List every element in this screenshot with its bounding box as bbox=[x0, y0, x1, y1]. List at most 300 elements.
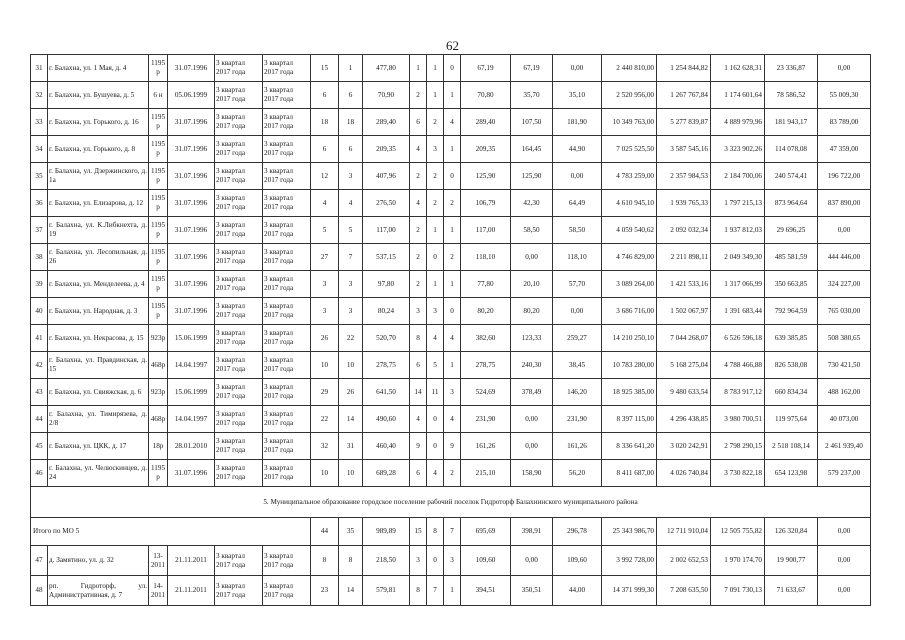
document-date-cell: 05.06.1999 bbox=[168, 82, 215, 109]
value-cell: 209,35 bbox=[363, 136, 410, 163]
value-cell: 639 385,85 bbox=[765, 325, 818, 352]
value-cell: 0 bbox=[427, 244, 444, 271]
value-cell: 12 bbox=[311, 163, 339, 190]
value-cell: 1 421 533,16 bbox=[657, 271, 711, 298]
value-cell: 508 380,65 bbox=[818, 325, 871, 352]
value-cell: 57,70 bbox=[553, 271, 602, 298]
value-cell: 117,00 bbox=[461, 217, 511, 244]
value-cell: 4 059 540,62 bbox=[602, 217, 657, 244]
value-cell: 3 bbox=[444, 379, 461, 406]
document-number-cell: 1195 р bbox=[149, 163, 168, 190]
table-row bbox=[31, 379, 871, 406]
total-cell: 695,69 bbox=[461, 518, 511, 546]
value-cell: 97,80 bbox=[363, 271, 410, 298]
value-cell: 4 788 466,88 bbox=[711, 352, 765, 379]
value-cell: 3 323 902,26 bbox=[711, 136, 765, 163]
value-cell: 2 bbox=[427, 163, 444, 190]
value-cell: 0,00 bbox=[818, 55, 871, 82]
planned-quarter-cell: 3 квартал 2017 года bbox=[263, 546, 311, 576]
planned-quarter-cell: 3 квартал 2017 года bbox=[215, 379, 263, 406]
value-cell: 289,40 bbox=[461, 109, 511, 136]
value-cell: 2 518 108,14 bbox=[765, 433, 818, 460]
value-cell: 276,50 bbox=[363, 190, 410, 217]
value-cell: 3 089 264,00 bbox=[602, 271, 657, 298]
value-cell: 118,10 bbox=[461, 244, 511, 271]
planned-quarter-cell: 3 квартал 2017 года bbox=[263, 576, 311, 606]
planned-quarter-cell: 3 квартал 2017 года bbox=[263, 379, 311, 406]
value-cell: 3 bbox=[410, 298, 427, 325]
planned-quarter-cell: 3 квартал 2017 года bbox=[215, 576, 263, 606]
row-number: 45 bbox=[31, 433, 48, 460]
value-cell: 2 461 939,40 bbox=[818, 433, 871, 460]
value-cell: 3 020 242,91 bbox=[657, 433, 711, 460]
value-cell: 83 789,00 bbox=[818, 109, 871, 136]
value-cell: 1 254 844,82 bbox=[657, 55, 711, 82]
value-cell: 240 574,41 bbox=[765, 163, 818, 190]
value-cell: 4 bbox=[427, 325, 444, 352]
value-cell: 1 391 683,44 bbox=[711, 298, 765, 325]
value-cell: 9 bbox=[444, 433, 461, 460]
planned-quarter-cell: 3 квартал 2017 года bbox=[263, 190, 311, 217]
value-cell: 0,00 bbox=[818, 576, 871, 606]
row-number: 47 bbox=[31, 546, 48, 576]
value-cell: 67,19 bbox=[511, 55, 553, 82]
address-cell: г. Балахна, ул. Елизарова, д. 12 bbox=[48, 190, 149, 217]
address-cell: г. Балахна, ул. Бушуева, д. 5 bbox=[48, 82, 149, 109]
table-row bbox=[31, 406, 871, 433]
value-cell: 1 bbox=[427, 55, 444, 82]
total-cell: 7 bbox=[444, 518, 461, 546]
value-cell: 0 bbox=[427, 433, 444, 460]
total-cell: 296,78 bbox=[553, 518, 602, 546]
value-cell: 378,49 bbox=[511, 379, 553, 406]
value-cell: 654 123,98 bbox=[765, 460, 818, 487]
value-cell: 215,10 bbox=[461, 460, 511, 487]
value-cell: 2 357 984,53 bbox=[657, 163, 711, 190]
value-cell: 3 730 822,18 bbox=[711, 460, 765, 487]
planned-quarter-cell: 3 квартал 2017 года bbox=[215, 406, 263, 433]
value-cell: 70,90 bbox=[363, 82, 410, 109]
address-cell: г. Балахна, ул. Челюскинцев, д. 24 bbox=[48, 460, 149, 487]
planned-quarter-cell: 3 квартал 2017 года bbox=[215, 190, 263, 217]
document-date-cell: 31.07.1996 bbox=[168, 217, 215, 244]
value-cell: 3 bbox=[339, 271, 363, 298]
document-date-cell: 31.07.1996 bbox=[168, 163, 215, 190]
document-number-cell: 1195 р bbox=[149, 190, 168, 217]
document-date-cell: 15.06.1999 bbox=[168, 379, 215, 406]
value-cell: 1 bbox=[427, 271, 444, 298]
value-cell: 209,35 bbox=[461, 136, 511, 163]
table-row bbox=[31, 244, 871, 271]
value-cell: 394,51 bbox=[461, 576, 511, 606]
document-date-cell: 14.04.1997 bbox=[168, 406, 215, 433]
address-cell: г. Балахна, ул. К.Либкнехта, д. 19 bbox=[48, 217, 149, 244]
value-cell: 218,50 bbox=[363, 546, 410, 576]
value-cell: 18 bbox=[311, 109, 339, 136]
value-cell: 1 162 628,31 bbox=[711, 55, 765, 82]
document-date-cell: 31.07.1996 bbox=[168, 271, 215, 298]
value-cell: 32 bbox=[311, 433, 339, 460]
value-cell: 488 162,00 bbox=[818, 379, 871, 406]
row-number: 46 bbox=[31, 460, 48, 487]
row-number: 41 bbox=[31, 325, 48, 352]
value-cell: 4 783 259,00 bbox=[602, 163, 657, 190]
value-cell: 2 092 032,34 bbox=[657, 217, 711, 244]
value-cell: 1 bbox=[410, 55, 427, 82]
value-cell: 71 633,67 bbox=[765, 576, 818, 606]
table-row bbox=[31, 325, 871, 352]
value-cell: 641,50 bbox=[363, 379, 410, 406]
document-number-cell: 1195 р bbox=[149, 244, 168, 271]
value-cell: 6 bbox=[339, 82, 363, 109]
address-cell: г. Балахна, ул. Дзержинского, д. 1а bbox=[48, 163, 149, 190]
value-cell: 2 798 290,15 bbox=[711, 433, 765, 460]
value-cell: 8 bbox=[311, 546, 339, 576]
value-cell: 146,20 bbox=[553, 379, 602, 406]
value-cell: 1 317 066,99 bbox=[711, 271, 765, 298]
document-number-cell: 1195 р bbox=[149, 55, 168, 82]
value-cell: 6 bbox=[339, 136, 363, 163]
value-cell: 485 581,59 bbox=[765, 244, 818, 271]
planned-quarter-cell: 3 квартал 2017 года bbox=[263, 82, 311, 109]
value-cell: 26 bbox=[311, 325, 339, 352]
value-cell: 118,10 bbox=[553, 244, 602, 271]
value-cell: 4 610 945,10 bbox=[602, 190, 657, 217]
value-cell: 2 bbox=[410, 244, 427, 271]
value-cell: 7 025 525,50 bbox=[602, 136, 657, 163]
value-cell: 444 446,00 bbox=[818, 244, 871, 271]
planned-quarter-cell: 3 квартал 2017 года bbox=[263, 298, 311, 325]
value-cell: 117,00 bbox=[363, 217, 410, 244]
planned-quarter-cell: 3 квартал 2017 года bbox=[263, 325, 311, 352]
table-row bbox=[31, 55, 871, 82]
total-cell: 12 711 910,04 bbox=[657, 518, 711, 546]
planned-quarter-cell: 3 квартал 2017 года bbox=[263, 109, 311, 136]
planned-quarter-cell: 3 квартал 2017 года bbox=[263, 136, 311, 163]
value-cell: 181,90 bbox=[553, 109, 602, 136]
value-cell: 2 002 652,53 bbox=[657, 546, 711, 576]
housing-program-table bbox=[30, 54, 871, 606]
value-cell: 2 440 810,00 bbox=[602, 55, 657, 82]
total-label: Итого по МО 5 bbox=[31, 518, 311, 546]
address-cell: рп. Гидроторф, ул. Административная, д. 7 bbox=[48, 576, 149, 606]
value-cell: 730 421,50 bbox=[818, 352, 871, 379]
value-cell: 2 bbox=[410, 82, 427, 109]
value-cell: 109,60 bbox=[461, 546, 511, 576]
value-cell: 837 890,00 bbox=[818, 190, 871, 217]
value-cell: 460,40 bbox=[363, 433, 410, 460]
value-cell: 9 480 633,54 bbox=[657, 379, 711, 406]
address-cell: г. Балахна, ул. Правдинская, д. 15 bbox=[48, 352, 149, 379]
value-cell: 1 174 601,64 bbox=[711, 82, 765, 109]
value-cell: 2 bbox=[410, 163, 427, 190]
planned-quarter-cell: 3 квартал 2017 года bbox=[263, 406, 311, 433]
document-number-cell: 6 н bbox=[149, 82, 168, 109]
value-cell: 29 bbox=[311, 379, 339, 406]
address-cell: д. Замятино, ул. д. 32 bbox=[48, 546, 149, 576]
value-cell: 0,00 bbox=[818, 217, 871, 244]
value-cell: 873 964,64 bbox=[765, 190, 818, 217]
value-cell: 1 502 067,97 bbox=[657, 298, 711, 325]
value-cell: 324 227,00 bbox=[818, 271, 871, 298]
value-cell: 119 975,64 bbox=[765, 406, 818, 433]
document-number-cell: 1195 р bbox=[149, 460, 168, 487]
value-cell: 1 bbox=[427, 82, 444, 109]
address-cell: г. Балахна, ул. Тимирязева, д. 2/8 bbox=[48, 406, 149, 433]
value-cell: 27 bbox=[311, 244, 339, 271]
planned-quarter-cell: 3 квартал 2017 года bbox=[263, 433, 311, 460]
row-number: 48 bbox=[31, 576, 48, 606]
address-cell: г. Балахна, ул. 1 Мая, д. 4 bbox=[48, 55, 149, 82]
value-cell: 125,90 bbox=[511, 163, 553, 190]
value-cell: 2 bbox=[444, 190, 461, 217]
table-row bbox=[31, 298, 871, 325]
value-cell: 123,33 bbox=[511, 325, 553, 352]
value-cell: 8 bbox=[410, 325, 427, 352]
document-number-cell: 1195 р bbox=[149, 217, 168, 244]
value-cell: 5 bbox=[427, 352, 444, 379]
value-cell: 1 970 174,70 bbox=[711, 546, 765, 576]
value-cell: 3 587 545,16 bbox=[657, 136, 711, 163]
total-cell: 12 505 755,82 bbox=[711, 518, 765, 546]
value-cell: 10 349 763,00 bbox=[602, 109, 657, 136]
value-cell: 64,49 bbox=[553, 190, 602, 217]
document-number-cell: 1195 р bbox=[149, 271, 168, 298]
value-cell: 6 526 596,18 bbox=[711, 325, 765, 352]
total-cell: 989,89 bbox=[363, 518, 410, 546]
value-cell: 2 211 898,11 bbox=[657, 244, 711, 271]
value-cell: 2 520 956,00 bbox=[602, 82, 657, 109]
value-cell: 689,28 bbox=[363, 460, 410, 487]
value-cell: 0,00 bbox=[553, 163, 602, 190]
value-cell: 78 586,52 bbox=[765, 82, 818, 109]
planned-quarter-cell: 3 квартал 2017 года bbox=[215, 217, 263, 244]
value-cell: 1 797 215,13 bbox=[711, 190, 765, 217]
value-cell: 10 bbox=[339, 460, 363, 487]
value-cell: 1 937 812,03 bbox=[711, 217, 765, 244]
value-cell: 44,00 bbox=[553, 576, 602, 606]
total-row bbox=[31, 518, 871, 546]
planned-quarter-cell: 3 квартал 2017 года bbox=[215, 460, 263, 487]
value-cell: 2 bbox=[444, 460, 461, 487]
document-number-cell: 468р bbox=[149, 352, 168, 379]
value-cell: 106,79 bbox=[461, 190, 511, 217]
table-row bbox=[31, 546, 871, 576]
value-cell: 56,20 bbox=[553, 460, 602, 487]
total-cell: 35 bbox=[339, 518, 363, 546]
section-heading-row bbox=[31, 487, 871, 518]
value-cell: 22 bbox=[339, 325, 363, 352]
value-cell: 660 834,34 bbox=[765, 379, 818, 406]
value-cell: 0,00 bbox=[511, 244, 553, 271]
value-cell: 5 bbox=[311, 217, 339, 244]
value-cell: 1 bbox=[444, 136, 461, 163]
value-cell: 6 bbox=[311, 82, 339, 109]
value-cell: 18 bbox=[339, 109, 363, 136]
value-cell: 3 bbox=[410, 546, 427, 576]
value-cell: 77,80 bbox=[461, 271, 511, 298]
value-cell: 2 184 700,06 bbox=[711, 163, 765, 190]
value-cell: 4 bbox=[444, 325, 461, 352]
row-number: 36 bbox=[31, 190, 48, 217]
value-cell: 161,26 bbox=[553, 433, 602, 460]
table-row bbox=[31, 163, 871, 190]
value-cell: 278,75 bbox=[363, 352, 410, 379]
row-number: 33 bbox=[31, 109, 48, 136]
value-cell: 14 bbox=[410, 379, 427, 406]
table-row bbox=[31, 136, 871, 163]
value-cell: 1 bbox=[444, 271, 461, 298]
value-cell: 350 663,85 bbox=[765, 271, 818, 298]
value-cell: 4 bbox=[339, 190, 363, 217]
value-cell: 2 bbox=[410, 217, 427, 244]
planned-quarter-cell: 3 квартал 2017 года bbox=[215, 271, 263, 298]
value-cell: 20,10 bbox=[511, 271, 553, 298]
value-cell: 80,24 bbox=[363, 298, 410, 325]
value-cell: 3 bbox=[427, 136, 444, 163]
address-cell: г. Балахна, ул. Лесопильная, д. 26 bbox=[48, 244, 149, 271]
table-row bbox=[31, 109, 871, 136]
value-cell: 231,90 bbox=[553, 406, 602, 433]
planned-quarter-cell: 3 квартал 2017 года bbox=[215, 55, 263, 82]
value-cell: 4 bbox=[311, 190, 339, 217]
value-cell: 181 943,17 bbox=[765, 109, 818, 136]
row-number: 32 bbox=[31, 82, 48, 109]
total-cell: 126 320,84 bbox=[765, 518, 818, 546]
total-cell: 15 bbox=[410, 518, 427, 546]
value-cell: 382,60 bbox=[461, 325, 511, 352]
total-cell: 8 bbox=[427, 518, 444, 546]
value-cell: 0 bbox=[427, 546, 444, 576]
value-cell: 55 009,30 bbox=[818, 82, 871, 109]
value-cell: 158,90 bbox=[511, 460, 553, 487]
value-cell: 0,00 bbox=[511, 406, 553, 433]
document-date-cell: 28.01.2010 bbox=[168, 433, 215, 460]
value-cell: 4 bbox=[427, 460, 444, 487]
value-cell: 1 267 767,84 bbox=[657, 82, 711, 109]
planned-quarter-cell: 3 квартал 2017 года bbox=[263, 271, 311, 298]
table-row bbox=[31, 352, 871, 379]
address-cell: г. Балахна, ул. Некрасова, д. 15 bbox=[48, 325, 149, 352]
planned-quarter-cell: 3 квартал 2017 года bbox=[215, 109, 263, 136]
planned-quarter-cell: 3 квартал 2017 года bbox=[263, 217, 311, 244]
value-cell: 67,19 bbox=[461, 55, 511, 82]
value-cell: 58,50 bbox=[511, 217, 553, 244]
value-cell: 3 bbox=[311, 298, 339, 325]
table-row bbox=[31, 82, 871, 109]
value-cell: 4 889 979,96 bbox=[711, 109, 765, 136]
value-cell: 10 bbox=[339, 352, 363, 379]
value-cell: 8 336 641,20 bbox=[602, 433, 657, 460]
planned-quarter-cell: 3 квартал 2017 года bbox=[215, 163, 263, 190]
value-cell: 196 722,00 bbox=[818, 163, 871, 190]
document-number-cell: 923р bbox=[149, 379, 168, 406]
value-cell: 4 bbox=[444, 406, 461, 433]
document-number-cell: 1195 р bbox=[149, 136, 168, 163]
value-cell: 114 078,08 bbox=[765, 136, 818, 163]
document-date-cell: 21.11.2011 bbox=[168, 576, 215, 606]
document-date-cell: 31.07.1996 bbox=[168, 298, 215, 325]
value-cell: 8 397 115,00 bbox=[602, 406, 657, 433]
planned-quarter-cell: 3 квартал 2017 года bbox=[215, 352, 263, 379]
value-cell: 490,60 bbox=[363, 406, 410, 433]
value-cell: 3 bbox=[339, 298, 363, 325]
value-cell: 7 bbox=[339, 244, 363, 271]
row-number: 38 bbox=[31, 244, 48, 271]
planned-quarter-cell: 3 квартал 2017 года bbox=[263, 352, 311, 379]
value-cell: 4 bbox=[410, 136, 427, 163]
table-row bbox=[31, 460, 871, 487]
value-cell: 6 bbox=[410, 109, 427, 136]
value-cell: 4 026 740,84 bbox=[657, 460, 711, 487]
value-cell: 107,50 bbox=[511, 109, 553, 136]
value-cell: 10 bbox=[311, 460, 339, 487]
value-cell: 0 bbox=[444, 163, 461, 190]
planned-quarter-cell: 3 квартал 2017 года bbox=[215, 136, 263, 163]
planned-quarter-cell: 3 квартал 2017 года bbox=[215, 433, 263, 460]
value-cell: 80,20 bbox=[461, 298, 511, 325]
table-row bbox=[31, 217, 871, 244]
planned-quarter-cell: 3 квартал 2017 года bbox=[215, 244, 263, 271]
row-number: 43 bbox=[31, 379, 48, 406]
document-date-cell: 31.07.1996 bbox=[168, 190, 215, 217]
value-cell: 1 bbox=[427, 217, 444, 244]
value-cell: 2 bbox=[427, 190, 444, 217]
document-number-cell: 18р bbox=[149, 433, 168, 460]
document-date-cell: 21.11.2011 bbox=[168, 546, 215, 576]
row-number: 44 bbox=[31, 406, 48, 433]
table-row bbox=[31, 433, 871, 460]
value-cell: 29 696,25 bbox=[765, 217, 818, 244]
value-cell: 125,90 bbox=[461, 163, 511, 190]
value-cell: 8 411 687,00 bbox=[602, 460, 657, 487]
value-cell: 0 bbox=[427, 406, 444, 433]
document-number-cell: 923р bbox=[149, 325, 168, 352]
value-cell: 0,00 bbox=[511, 433, 553, 460]
row-number: 42 bbox=[31, 352, 48, 379]
value-cell: 407,96 bbox=[363, 163, 410, 190]
value-cell: 8 bbox=[410, 576, 427, 606]
value-cell: 3 bbox=[311, 271, 339, 298]
total-cell: 398,91 bbox=[511, 518, 553, 546]
value-cell: 477,80 bbox=[363, 55, 410, 82]
value-cell: 1 939 765,33 bbox=[657, 190, 711, 217]
total-cell: 25 343 986,70 bbox=[602, 518, 657, 546]
table-row bbox=[31, 576, 871, 606]
value-cell: 1 bbox=[444, 576, 461, 606]
value-cell: 792 964,59 bbox=[765, 298, 818, 325]
value-cell: 0,00 bbox=[818, 546, 871, 576]
value-cell: 579 237,00 bbox=[818, 460, 871, 487]
value-cell: 7 091 730,13 bbox=[711, 576, 765, 606]
value-cell: 14 bbox=[339, 406, 363, 433]
value-cell: 1 bbox=[444, 352, 461, 379]
planned-quarter-cell: 3 квартал 2017 года bbox=[215, 546, 263, 576]
value-cell: 231,90 bbox=[461, 406, 511, 433]
value-cell: 31 bbox=[339, 433, 363, 460]
value-cell: 1 bbox=[444, 217, 461, 244]
value-cell: 3 686 716,00 bbox=[602, 298, 657, 325]
table-row bbox=[31, 190, 871, 217]
value-cell: 579,81 bbox=[363, 576, 410, 606]
value-cell: 11 bbox=[427, 379, 444, 406]
document-date-cell: 14.04.1997 bbox=[168, 352, 215, 379]
value-cell: 259,27 bbox=[553, 325, 602, 352]
value-cell: 9 bbox=[410, 433, 427, 460]
value-cell: 2 bbox=[444, 244, 461, 271]
value-cell: 3 992 728,00 bbox=[602, 546, 657, 576]
document-number-cell: 468р bbox=[149, 406, 168, 433]
